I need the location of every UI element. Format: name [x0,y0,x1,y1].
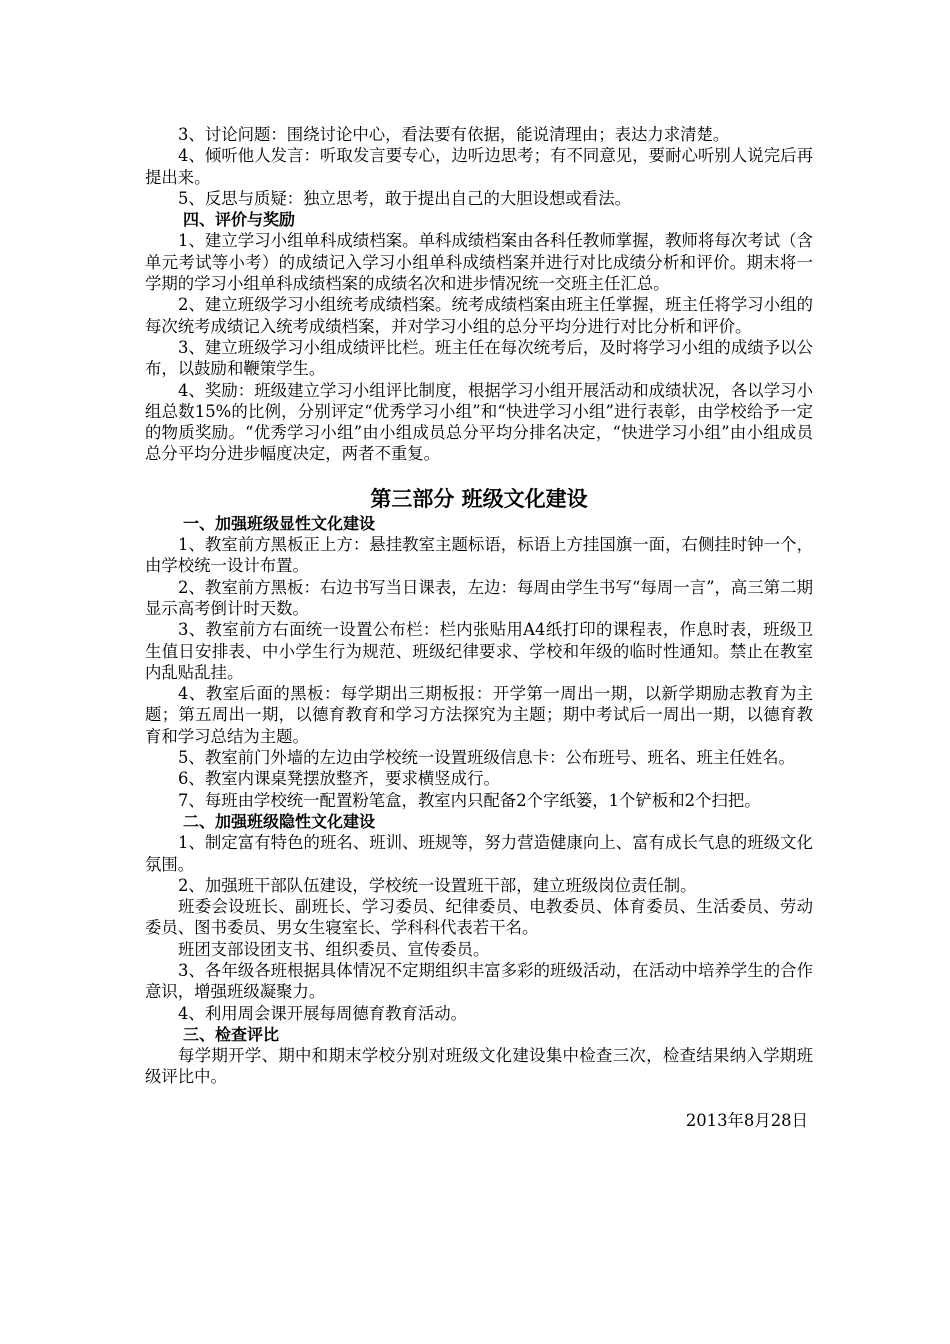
document-date: 2013年8月28日 [685,1110,808,1130]
paragraph: 2、教室前方黑板：右边书写当日课表，左边：每周由学生书写“每周一言”，高三第二期显示高考倒计时天数。 [145,577,813,618]
paragraph: 3、讨论问题：围绕讨论中心，看法要有依据，能说清理由；表达力求清楚。 [178,125,730,144]
part-title: 第三部分 班级文化建设 [370,486,588,511]
section-heading: 二、加强班级隐性文化建设 [183,811,376,831]
paragraph: 1、教室前方黑板正上方：悬挂教室主题标语，标语上方挂国旗一面，右侧挂时钟一个，由学校统一设计布置。 [145,535,813,576]
section-heading: 一、加强班级显性文化建设 [183,513,376,533]
paragraph: 4、倾听他人发言：听取发言要专心，边听边思考；有不同意见，要耐心听别人说完后再提出来。 [145,146,813,187]
document-body [145,124,813,1131]
paragraph: 班委会设班长、副班长、学习委员、纪律委员、电教委员、体育委员、生活委员、劳动委员、图书委员、男女生寝室长、学科科代表若干名。 [145,897,813,938]
paragraph: 7、每班由学校统一配置粉笔盒，教室内只配备2个字纸篓，1个铲板和2个扫把。 [178,790,761,810]
paragraph: 1、建立学习小组单科成绩档案。单科成绩档案由各科任教师掌握，教师将每次考试（含单元考试等小考）的成绩记入学习小组单科成绩档案并进行对比成绩分析和评价。期末将一学期的学习小组单科成绩档案的成绩名次和进步情况统一交班主任汇总。 [145,231,813,294]
paragraph: 5、教室前门外墙的左边由学校统一设置班级信息卡：公布班号、班名、班主任姓名。 [178,748,795,768]
paragraph: 3、教室前方右面统一设置公布栏：栏内张贴用A4纸打印的课程表，作息时表，班级卫生值日安排表、中小学生行为规范、班级纪律要求、学校和年级的临时性通知。禁止在教室内乱贴乱挂。 [145,620,813,682]
paragraph: 5、反思与质疑：独立思考，敢于提出自己的大胆设想或看法。 [178,188,631,208]
section-heading: 四、评价与奖励 [183,210,296,230]
paragraph: 4、教室后面的黑板：每学期出三期板报：开学第一周出一期，以新学期励志教育为主题；第五周出一期，以德育教育和学习方法探究为主题；期中考试后一周出一期，以德育教育和学习总结为主题。 [145,684,813,746]
paragraph: 3、各年级各班根据具体情况不定期组织丰富多彩的班级活动，在活动中培养学生的合作意识，增强班级凝聚力。 [145,960,813,1002]
paragraph: 2、建立班级学习小组统考成绩档案。统考成绩档案由班主任掌握，班主任将学习小组的每次统考成绩记入统考成绩档案，并对学习小组的总分平均分进行对比分析和评价。 [145,295,813,336]
section-heading: 三、检查评比 [183,1024,280,1044]
paragraph: 每学期开学、期中和期末学校分别对班级文化建设集中检查三次，检查结果纳入学期班级评比中。 [145,1046,813,1087]
paragraph: 4、奖励：班级建立学习小组评比制度，根据学习小组开展活动和成绩状况，各以学习小组总数15%的比例，分别评定“优秀学习小组”和“快进学习小组”进行表彰，由学校给予一定的物质奖励。“优秀学习小组”由小组成员总分平均分排名决定，“快进学习小组”由小组成员总分平均分进步幅度决定，两者不重复。 [145,380,813,464]
paragraph: 2、加强班干部队伍建设，学校统一设置班干部，建立班级岗位责任制。 [178,875,697,895]
paragraph: 4、利用周会课开展每周德育教育活动。 [178,1003,468,1023]
paragraph: 6、教室内课桌凳摆放整齐，要求横竖成行。 [178,769,500,789]
paragraph: 班团支部设团支书、组织委员、宣传委员。 [178,939,490,959]
paragraph: 3、建立班级学习小组成绩评比栏。班主任在每次统考后，及时将学习小组的成绩予以公布，以鼓励和鞭策学生。 [145,337,813,379]
paragraph: 1、制定富有特色的班名、班训、班规等，努力营造健康向上、富有成长气息的班级文化氛围。 [145,833,813,874]
